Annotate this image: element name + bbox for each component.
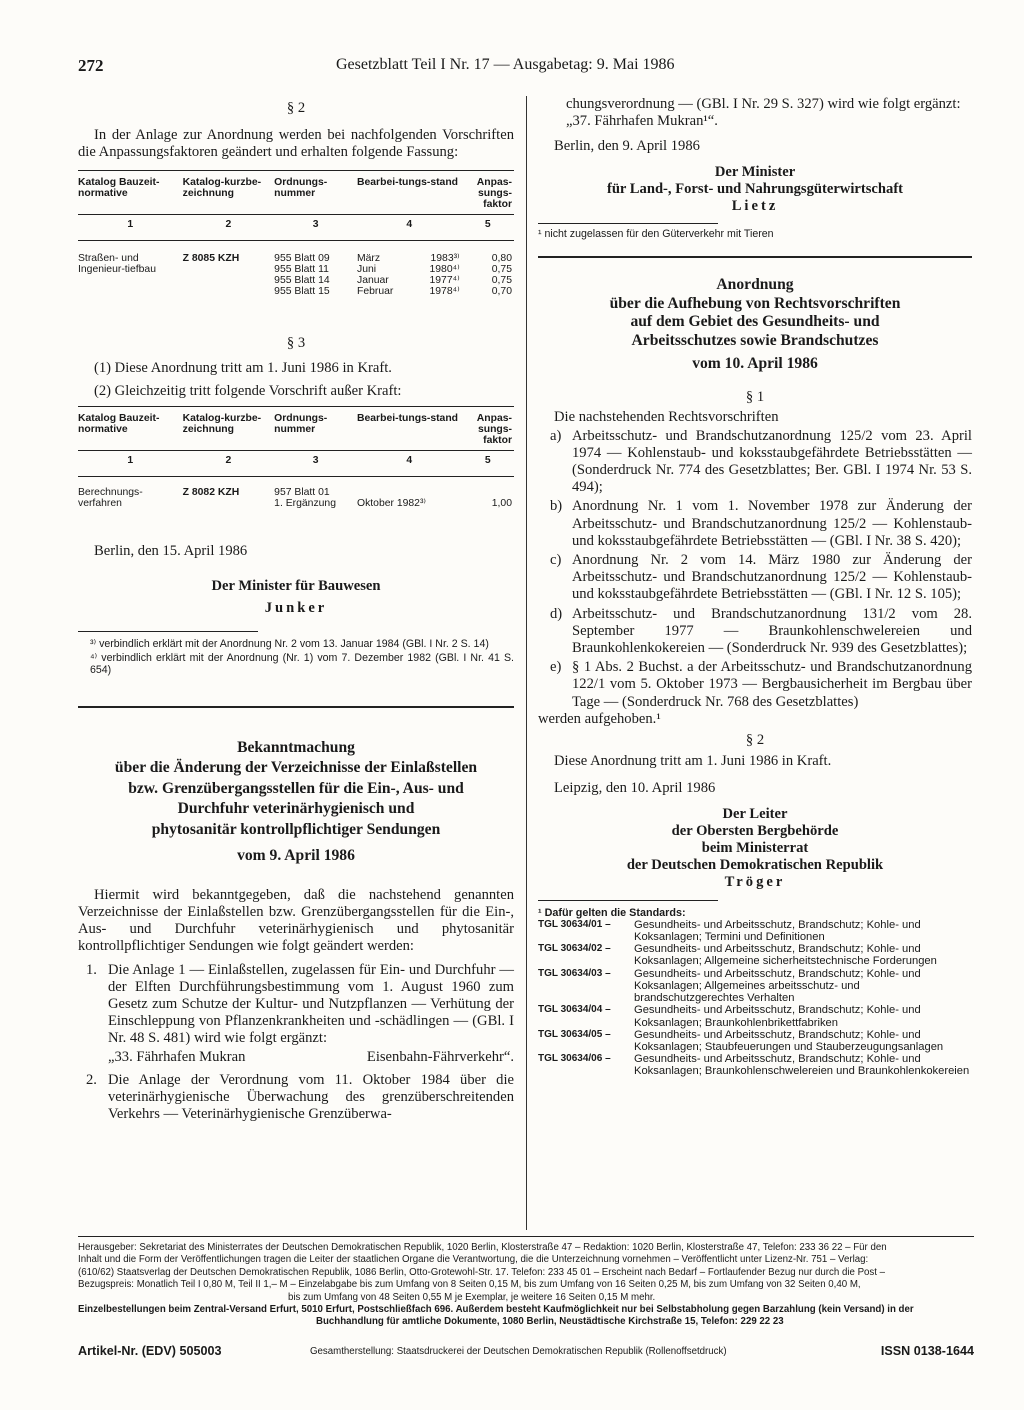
column-number: 5: [484, 455, 491, 467]
standard-text: Gesundheits- und Arbeitsschutz, Brandschutz; Kohle- und Koksanlagen; Braunkohlenbrikettfabriken: [634, 1004, 921, 1029]
title-line: Bekanntmachung: [237, 738, 355, 756]
standard-code: TGL 30634/02 –: [538, 943, 611, 955]
table-header: Ordnungs-nummer: [274, 176, 328, 199]
column-number: 2: [225, 218, 232, 230]
item-quote: [108, 1049, 514, 1066]
status-year: 1977⁴⁾: [429, 274, 460, 286]
table-header: Ordnungs-nummer: [274, 413, 328, 436]
standard-row: [538, 968, 972, 1005]
table-header: Anpas-sungs-faktor: [476, 413, 512, 447]
adjustment-factor: 0,70: [491, 285, 512, 297]
table-cell: Z 8085 KZH: [182, 252, 240, 264]
edit-status: [357, 275, 460, 286]
table-number-row: [78, 214, 514, 240]
standard-row: [538, 1004, 972, 1028]
left-column: [78, 96, 514, 1123]
item-text: Die Anlage 1 — Einlaßstellen, zugelassen für Ein- und Durchfuhr — der Elften Durchführungsbestimmung vom 1. August 1960 zum Gesetz zum Schutze der Kultur- und Nutzpflanzen — Verhütung der Einschleppung von Pflanzenkrankheiten und -schädlingen — (GBl. I Nr. 48 S. 481) wird wie folgt ergänzt:: [108, 961, 514, 1047]
title-line: Anordnung: [716, 276, 794, 294]
standard-code: TGL 30634/03 –: [538, 967, 611, 979]
list-item: [538, 428, 972, 497]
section-2-heading: § 2: [745, 732, 765, 749]
table-cell: 1,00: [491, 498, 512, 510]
standard-text: Gesundheits- und Arbeitsschutz, Brandschutz; Kohle- und Koksanlagen; Staubfeuerungen und Stauberzeugungsanlagen: [634, 1028, 944, 1053]
list-item: [538, 606, 972, 658]
running-title: Gesetzblatt Teil I Nr. 17 — Ausgabetag: 9. Mai 1986: [336, 56, 675, 73]
imprint-rule: [78, 1236, 974, 1237]
imprint-line: Inhalt und die Form der Veröffentlichungen tragen die Leiter der staatlichen Organe die Verantwortung, die die Unterzeichnung vornehmen – Veröffentlicht unter Lizenz-Nr. 751 – Verlag:: [78, 1254, 869, 1266]
issn: ISSN 0138-1644: [880, 1344, 974, 1358]
announcement-intro: Hiermit wird bekanntgegeben, daß die nachstehend genannten Verzeichnisse der Einlaßstellen bzw. Grenzübergangsstellen für die Ein-, Aus- und Durchfuhr veterinärhygienisch und phytosanitär kontrollpflichtiger Sendungen wie folgt geändert werden:: [78, 886, 514, 955]
table-header: Katalog-kurzbe-zeichnung: [182, 176, 262, 199]
section-divider: [538, 256, 972, 258]
section-1-intro: Die nachstehenden Rechtsvorschriften: [554, 409, 779, 426]
footnote-rule: [538, 223, 718, 224]
section-3-paragraph-1: (1) Diese Anordnung tritt am 1. Juni 1986 in Kraft.: [94, 359, 392, 376]
order-number: 955 Blatt 09: [274, 252, 330, 264]
page-header: [78, 56, 972, 80]
section-divider: [78, 706, 514, 708]
item-text: § 1 Abs. 2 Buchst. a der Arbeitsschutz- und Brandschutzanordnung 122/1 vom 5. Oktober 1973 — Bergbausicherheit im Bergbau über Tage — (Sonderdruck Nr. 768 des Gesetzblattes): [572, 659, 972, 710]
section-1-end: werden aufgehoben.¹: [538, 710, 661, 727]
table-header: Bearbei-tungs-stand: [357, 413, 459, 425]
standard-text: Gesundheits- und Arbeitsschutz, Brandschutz; Kohle- und Koksanlagen; Allgemeine sicherheitstechnische Forderungen: [634, 943, 937, 968]
status-month: März: [357, 252, 381, 264]
section-3-heading: § 3: [286, 334, 306, 351]
adjustment-table: [78, 170, 514, 297]
announcement-list: [78, 962, 514, 1124]
signer-line: Der Leiter: [722, 805, 788, 822]
imprint-line: Einzelbestellungen beim Zentral-Versand Erfurt, 5010 Erfurt, Postschließfach 696. Außerdem besteht Kaufmöglichkeit nur bei Selbstabholung gegen Barzahlung (kein Versand) in der: [78, 1304, 914, 1316]
table-header: Bearbei-tungs-stand: [357, 176, 459, 188]
column-number: 4: [406, 455, 413, 467]
table-cell: Oktober 1982³⁾: [357, 498, 426, 510]
table-cell: [274, 240, 357, 297]
item-label: d): [550, 605, 563, 622]
standard-row: [538, 1029, 972, 1053]
order-number: 957 Blatt 01: [274, 487, 330, 499]
page-number: 272: [78, 56, 104, 75]
footnote-rule: [538, 900, 718, 901]
list-item: [78, 1072, 514, 1124]
edit-status: [357, 264, 460, 275]
table-number-row: [78, 451, 514, 477]
ordinance-date: vom 10. April 1986: [692, 354, 818, 372]
title-line: Arbeitsschutzes sowie Brandschutzes: [631, 332, 879, 349]
standards-footnote: [538, 907, 972, 1078]
title-line: auf dem Gebiet des Gesundheits- und: [630, 313, 880, 331]
standard-row: [538, 919, 972, 943]
column-number: 1: [127, 218, 134, 230]
standard-text: Gesundheits- und Arbeitsschutz, Brandschutz; Kohle- und Koksanlagen; Braunkohlenschwelereien und Braunkohlenkokereien: [634, 1053, 970, 1078]
item-label: 1.: [86, 961, 97, 978]
table-cell: [357, 240, 462, 297]
item-label: e): [550, 659, 562, 676]
signature-block: [538, 806, 972, 892]
signer-line: der Deutschen Demokratischen Republik: [626, 857, 884, 874]
signer-line: der Obersten Bergbehörde: [671, 822, 839, 839]
signer-title: Der Minister für Bauwesen: [211, 578, 381, 595]
imprint-line: bis zum Umfang von 48 Seiten 0,55 M je Exemplar, je weitere 16 Seiten 0,15 M mehr.: [288, 1291, 656, 1303]
section-2-text: Diese Anordnung tritt am 1. Juni 1986 in Kraft.: [554, 753, 832, 770]
signer-name: Junker: [264, 599, 328, 616]
edit-status: [357, 253, 460, 264]
standard-code: TGL 30634/04 –: [538, 1004, 611, 1016]
right-column: [538, 96, 972, 1078]
table-row: [78, 240, 514, 297]
table-header-row: [78, 170, 514, 214]
column-number: 1: [127, 455, 134, 467]
section-1-heading: § 1: [745, 389, 765, 406]
signer-name: Tröger: [724, 874, 786, 891]
title-line: Durchfuhr veterinärhygienisch und: [177, 800, 415, 818]
table-cell: [274, 477, 357, 510]
item-label: b): [550, 498, 563, 515]
item-text: Anordnung Nr. 1 vom 1. November 1978 zur Änderung der Arbeitsschutz- und Brandschutzanordnung 125/2 — Kohlenstaub- und koksstaubgefährdete Betriebsstätten — (GBl. I Nr. 38 S. 420);: [572, 498, 972, 549]
standard-code: TGL 30634/06 –: [538, 1053, 611, 1065]
table-cell: Berechnungs-verfahren: [78, 487, 143, 510]
imprint-line: Buchhandlung für amtliche Dokumente, 1080 Berlin, Neustädtische Kirchstraße 15, Telefon: 229 22 23: [316, 1316, 784, 1328]
title-line: über die Änderung der Verzeichnisse der Einlaßstellen: [114, 759, 478, 777]
title-line: bzw. Grenzübergangsstellen für die Ein-, Aus- und: [128, 779, 464, 797]
status-month: Januar: [357, 274, 389, 286]
status-month: Juni: [357, 263, 377, 275]
imprint-line: Herausgeber: Sekretariat des Ministerrates der Deutschen Demokratischen Republik, 1020 Berlin, Klosterstraße 47 – Redaktion: 1020 Berlin, Klosterstraße 47, Telefon: 233 36 22 – Für den: [78, 1242, 887, 1253]
footnote-1: ¹ nicht zugelassen für den Güterverkehr mit Tieren: [538, 228, 774, 241]
status-year: 1978⁴⁾: [429, 285, 460, 297]
footnote-4: ⁴⁾ verbindlich erklärt mit der Anordnung (Nr. 1) vom 7. Dezember 1982 (GBl. I Nr. 41 S. 654): [90, 651, 514, 676]
repeal-table: [78, 406, 514, 509]
status-year: 1983³⁾: [430, 252, 460, 264]
article-number: Artikel-Nr. (EDV) 505003: [78, 1344, 222, 1358]
standard-text: Gesundheits- und Arbeitsschutz, Brandschutz; Kohle- und Koksanlagen; Allgemeines arbeitsschutz- und brandschutzgerechtes Verhalten: [634, 967, 921, 1005]
signer-line: Der Minister: [714, 163, 796, 180]
signer-line: für Land-, Forst- und Nahrungsgüterwirtschaft: [606, 180, 904, 197]
table-cell: Z 8082 KZH: [182, 487, 240, 499]
continued-quote: „37. Fährhafen Mukran¹“.: [566, 113, 718, 130]
table-row: [78, 477, 514, 510]
column-number: 3: [312, 455, 319, 467]
imprint: [78, 1242, 974, 1329]
signer-line: beim Ministerrat: [701, 840, 809, 857]
edit-status: [357, 286, 460, 297]
announcement-title: [78, 738, 514, 867]
imprint-line: (610/62) Staatsverlag der Deutschen Demokratischen Republik, 1086 Berlin, Otto-Grotewohl-Str. 17. Telefon: 233 45 01 – Erscheint nach Bedarf – Fortlaufender Bezug nur durch die Post –: [78, 1266, 886, 1278]
section-2-text: In der Anlage zur Anordnung werden bei nachfolgenden Vorschriften die Anpassungsfaktoren geändert und erhalten folgende Fassung:: [78, 127, 514, 161]
signer-name: Lietz: [731, 198, 779, 215]
standard-code: TGL 30634/05 –: [538, 1028, 611, 1040]
order-number: 955 Blatt 14: [274, 274, 330, 286]
section-2-heading: § 2: [286, 100, 306, 116]
item-text: Die Anlage der Verordnung vom 11. Oktober 1984 über die veterinärhygienische Überwachung des grenzüberschreitenden Verkehrs — Veterinärhygienische Grenzüberwa-: [108, 1071, 514, 1123]
standard-row: [538, 943, 972, 967]
order-number: 955 Blatt 15: [274, 285, 330, 297]
place-date: Berlin, den 9. April 1986: [554, 138, 700, 155]
table-header: Katalog Bauzeit-normative: [78, 413, 160, 436]
column-number: 4: [406, 218, 413, 230]
imprint-line: Bezugspreis: Monatlich Teil I 0,80 M, Teil II 1,– M – Einzelabgabe bis zum Umfang von 8 Seiten 0,15 M, bis zum Umfang von 16 Seiten 0,25 M, bis zum Umfang von 32 Seiten 0,40 M,: [78, 1279, 861, 1291]
item-text: Arbeitsschutz- und Brandschutzanordnung 131/2 vom 28. September 1977 — Braunkohlenschwelereien und Braunkohlenkokereien — (Sonderdruck Nr. 939 des Gesetzblattes);: [572, 605, 972, 657]
standard-text: Gesundheits- und Arbeitsschutz, Brandschutz; Kohle- und Koksanlagen; Termini und Definitionen: [634, 918, 921, 944]
adjustment-factor: 0,75: [491, 263, 512, 275]
status-month: Februar: [357, 285, 394, 297]
column-number: 3: [312, 218, 319, 230]
table-cell: Straßen- und Ingenieur-tiefbau: [78, 252, 156, 275]
table-header-row: [78, 407, 514, 451]
table-cell: [462, 240, 514, 297]
list-item: [78, 962, 514, 1066]
footnote-3: ³⁾ verbindlich erklärt mit der Anordnung Nr. 2 vom 13. Januar 1984 (GBl. I Nr. 2 S. 14): [90, 637, 489, 650]
column-number: 2: [225, 455, 232, 467]
place-date: Leipzig, den 10. April 1986: [554, 780, 716, 797]
title-line: über die Aufhebung von Rechtsvorschriften: [609, 294, 901, 312]
item-label: 2.: [86, 1071, 97, 1088]
footnote-rule: [78, 631, 258, 632]
order-number: 955 Blatt 11: [274, 263, 329, 275]
list-item: [538, 498, 972, 550]
column-number: 5: [484, 218, 491, 230]
status-year: 1980⁴⁾: [429, 263, 460, 275]
continued-text: chungsverordnung — (GBl. I Nr. 29 S. 327) wird wie folgt ergänzt:: [566, 96, 961, 112]
order-number: 1. Ergänzung: [274, 498, 336, 510]
imprint-bottom-line: [78, 1344, 974, 1362]
ordinance-title: [538, 276, 972, 373]
item-text: Arbeitsschutz- und Brandschutzanordnung 125/2 vom 23. April 1974 — Kohlenstaub- und koksstaubgefährdete Betriebsstätten — (Sonderdruck Nr. 774 des Gesetzblattes; Ber. GBl. I 1974 Nr. 53 S. 494);: [572, 427, 972, 496]
list-item: [538, 552, 972, 604]
standards-intro: ¹ Dafür gelten die Standards:: [538, 906, 686, 919]
table-header: Katalog-kurzbe-zeichnung: [182, 413, 262, 436]
place-date: Berlin, den 15. April 1986: [94, 543, 248, 560]
title-line: phytosanitär kontrollpflichtiger Sendungen: [151, 820, 441, 838]
quote-traffic: Eisenbahn-Fährverkehr“.: [366, 1048, 514, 1065]
adjustment-factor: 0,80: [491, 252, 512, 264]
column-divider: [526, 96, 527, 1230]
announcement-date: vom 9. April 1986: [237, 847, 355, 865]
list-item: [538, 659, 972, 711]
table-header: Katalog Bauzeit-normative: [78, 176, 160, 199]
table-header: Anpas-sungs-faktor: [476, 176, 512, 210]
section-3-paragraph-2: (2) Gleichzeitig tritt folgende Vorschrift außer Kraft:: [94, 383, 402, 400]
repealed-list: [538, 428, 972, 711]
item-text: Anordnung Nr. 2 vom 14. März 1980 zur Änderung der Arbeitsschutz- und Brandschutzanordnung 125/2 — Kohlenstaub- und koksstaubgefährdete Betriebsstätten — (GBl. I Nr. 12 S. 105);: [572, 552, 972, 603]
standard-row: [538, 1053, 972, 1077]
quote-entry: „33. Fährhafen Mukran: [108, 1048, 246, 1065]
item-label: a): [550, 427, 562, 444]
standard-code: TGL 30634/01 –: [538, 918, 611, 930]
printer-note: Gesamtherstellung: Staatsdruckerei der Deutschen Demokratischen Republik (Rollenoffsetdruck): [310, 1346, 727, 1357]
adjustment-factor: 0,75: [491, 274, 512, 286]
item-label: c): [550, 552, 562, 569]
